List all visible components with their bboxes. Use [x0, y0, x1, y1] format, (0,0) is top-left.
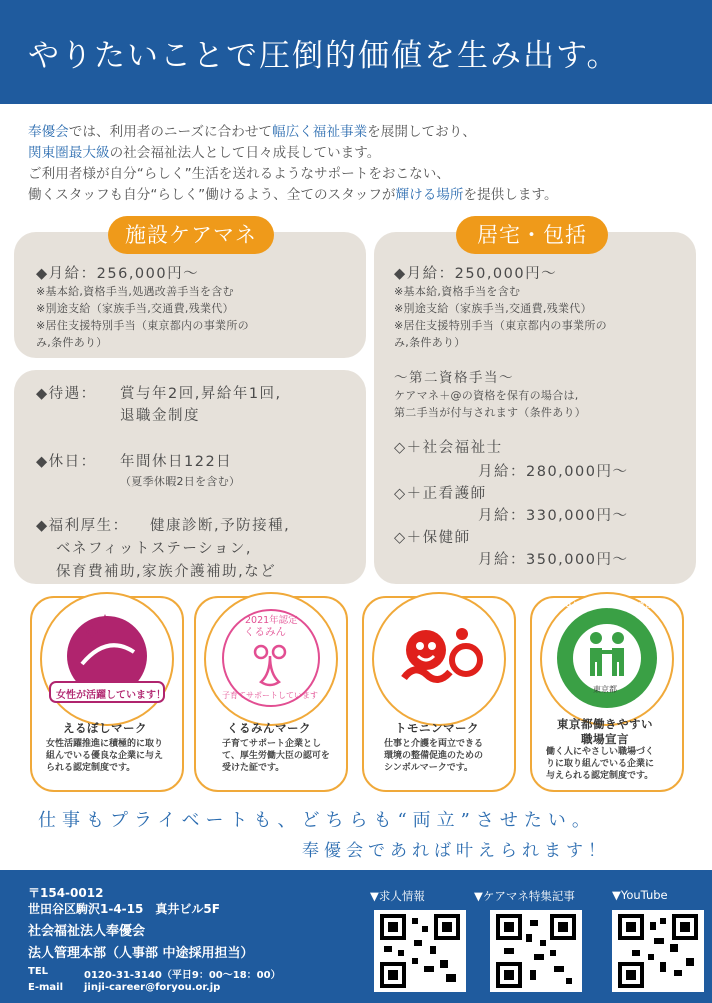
qr-code-icon — [490, 910, 582, 992]
right-note-2: ※別途支給（家族手当,交通費,残業代） — [394, 302, 592, 315]
right-note-1: ※基本給,資格手当を含む — [394, 285, 521, 298]
tel-label: TEL — [28, 966, 49, 977]
left-note-4: み,条件あり） — [36, 336, 108, 349]
treatment-line-1: 賞与年2回,昇給年1回, — [120, 386, 282, 402]
holiday-note: （夏季休暇2日を含む） — [120, 475, 241, 488]
tomonin-desc-1: 仕事と介護を両立できる — [384, 739, 484, 749]
intro-line-3: ご利用者様が自分“らしく”生活を送れるようなサポートをおこない、 — [28, 166, 450, 182]
left-note-2: ※別途支給（家族手当,交通費,残業代） — [36, 302, 234, 315]
intro-text-part: 働くスタッフも自分“らしく”働けるよう、全てのスタッフが — [28, 187, 396, 203]
intro-text — [28, 122, 688, 206]
eruboshi-mark-icon — [42, 594, 172, 724]
qr-code-icon — [612, 910, 704, 992]
header-banner — [0, 0, 712, 104]
intro-line-4 — [28, 185, 688, 206]
eruboshi-title: えるぼしマーク — [63, 721, 147, 735]
tokyo-desc-3: 与えられる認定制度です。 — [546, 771, 654, 781]
welfare-label: ◆福利厚生： — [36, 518, 129, 534]
eruboshi-badge — [40, 592, 174, 726]
tokyo-badge-city: 東京都 — [593, 685, 617, 694]
postal-code: 〒154-0012 — [28, 886, 104, 900]
qualification-2-pay: 月給：330,000円～ — [478, 508, 629, 524]
tomonin-desc-3: シンボルマークです。 — [384, 763, 474, 773]
intro-keyword: 関東圏最大級 — [28, 145, 110, 161]
right-note-3: ※居住支援特別手当（東京都内の事業所の — [394, 319, 607, 332]
kurumin-desc-3: 受けた証です。 — [222, 763, 285, 773]
intro-keyword: 輝ける場所 — [395, 187, 464, 203]
facility-care-manager-pill: 施設ケアマネ — [108, 216, 274, 254]
intro-keyword: 奉優会 — [28, 124, 69, 140]
tokyo-title-1: 東京都働きやすい — [557, 717, 653, 731]
qualification-2-label: ◇＋正看護師 — [394, 486, 487, 502]
qualification-1-label: ◇＋社会福祉士 — [394, 440, 503, 456]
tomonin-title: トモニンマーク — [395, 721, 479, 735]
kurumin-year: 2021年認定 — [245, 615, 298, 626]
intro-line-1 — [28, 122, 688, 143]
treatment-line-2: 退職金制度 — [120, 408, 200, 424]
welfare-line-2: ベネフィットステーション, — [56, 541, 252, 557]
qualification-3-pay: 月給：350,000円～ — [478, 552, 629, 568]
intro-keyword: 幅広く福祉事業 — [272, 124, 368, 140]
tomonin-desc-2: 環境の整備促進のための — [384, 751, 484, 761]
tokyo-title-2: 職場宣言 — [581, 732, 629, 746]
welfare-line-1: 健康診断,予防接種, — [150, 518, 291, 534]
qr-label-jobs: ▼求人情報 — [370, 889, 425, 903]
eruboshi-badge-text: 女性が活躍しています！ — [56, 690, 166, 701]
right-salary: ◆月給：250,000円～ — [394, 266, 558, 282]
welfare-line-3: 保育費補助,家族介護補助,など — [56, 564, 277, 580]
kurumin-desc-1: 子育てサポート企業とし — [222, 739, 322, 749]
address: 世田谷区駒沢1-4-15 真井ビル5F — [28, 902, 220, 916]
qr-code-feature[interactable] — [490, 910, 582, 992]
tomonin-mark-icon — [374, 594, 504, 724]
tokyo-workplace-mark-icon — [542, 594, 672, 724]
eruboshi-desc-1: 女性活躍推進に積極的に取り — [46, 739, 164, 749]
eruboshi-desc-3: られる認定制度です。 — [46, 763, 136, 773]
left-note-1: ※基本給,資格手当,処遇改善手当を含む — [36, 285, 234, 298]
tomonin-badge — [372, 592, 506, 726]
kurumin-sub: 子育てサポートしています — [222, 691, 318, 700]
tokyo-badge-ring: TOKYO 働きやすい福祉の職場宣言事業所 — [546, 601, 671, 609]
second-allowance-title: ～第二資格手当～ — [394, 370, 514, 386]
qr-code-icon — [374, 910, 466, 992]
qr-label-feature: ▼ケアマネ特集記事 — [474, 889, 575, 903]
department: 法人管理本部（人事部 中途採用担当） — [28, 946, 254, 961]
intro-line-2 — [28, 143, 688, 164]
holiday-value: 年間休日122日 — [120, 454, 233, 470]
intro-text-part: を提供します。 — [463, 187, 558, 203]
organization-name: 社会福祉法人奉優会 — [28, 924, 146, 939]
qualification-3-label: ◇＋保健師 — [394, 530, 471, 546]
second-allowance-line-2: 第二手当が付与されます（条件あり） — [394, 406, 587, 419]
left-salary: ◆月給：256,000円～ — [36, 266, 200, 282]
intro-text-part: では、利用者のニーズに合わせて — [68, 124, 273, 140]
tokyo-workplace-badge — [540, 592, 674, 726]
holiday-label: ◆休日： — [36, 454, 97, 470]
kurumin-name: くるみん — [244, 626, 286, 638]
slogan-line-1: 仕事もプライベートも、どちらも“両立”させたい。 — [38, 810, 596, 831]
home-care-pill: 居宅・包括 — [456, 216, 608, 254]
kurumin-desc-2: て、厚生労働大臣の認可を — [222, 751, 330, 761]
footer — [0, 870, 712, 1003]
email-address[interactable]: jinji-career@foryou.or.jp — [84, 982, 221, 993]
slogan-line-2: 奉優会であれば叶えられます！ — [302, 841, 610, 861]
qr-code-youtube[interactable] — [612, 910, 704, 992]
left-note-3: ※居住支援特別手当（東京都内の事業所の — [36, 319, 249, 332]
page-title: やりたいことで圧倒的価値を生み出す。 — [28, 38, 620, 74]
right-note-4: み,条件あり） — [394, 336, 466, 349]
tokyo-desc-2: りに取り組んでいる企業に — [546, 759, 655, 769]
treatment-label: ◆待遇： — [36, 386, 97, 402]
eruboshi-desc-2: 組んでいる優良な企業に与え — [46, 751, 164, 761]
qualification-1-pay: 月給：280,000円～ — [478, 464, 629, 480]
kurumin-title: くるみんマーク — [227, 721, 311, 735]
tel-number[interactable]: 0120-31-3140（平日9：00～18：00） — [84, 970, 281, 981]
intro-text-part: を展開しており、 — [367, 124, 476, 140]
intro-text-part: の社会福祉法人として日々成長しています。 — [109, 145, 381, 161]
second-allowance-line-1: ケアマネ＋@の資格を保有の場合は, — [394, 389, 579, 402]
tokyo-desc-1: 働く人にやさしい職場づく — [546, 747, 655, 757]
qr-label-youtube: ▼YouTube — [612, 888, 668, 902]
email-label: E-mail — [28, 982, 64, 993]
qr-code-jobs[interactable] — [374, 910, 466, 992]
